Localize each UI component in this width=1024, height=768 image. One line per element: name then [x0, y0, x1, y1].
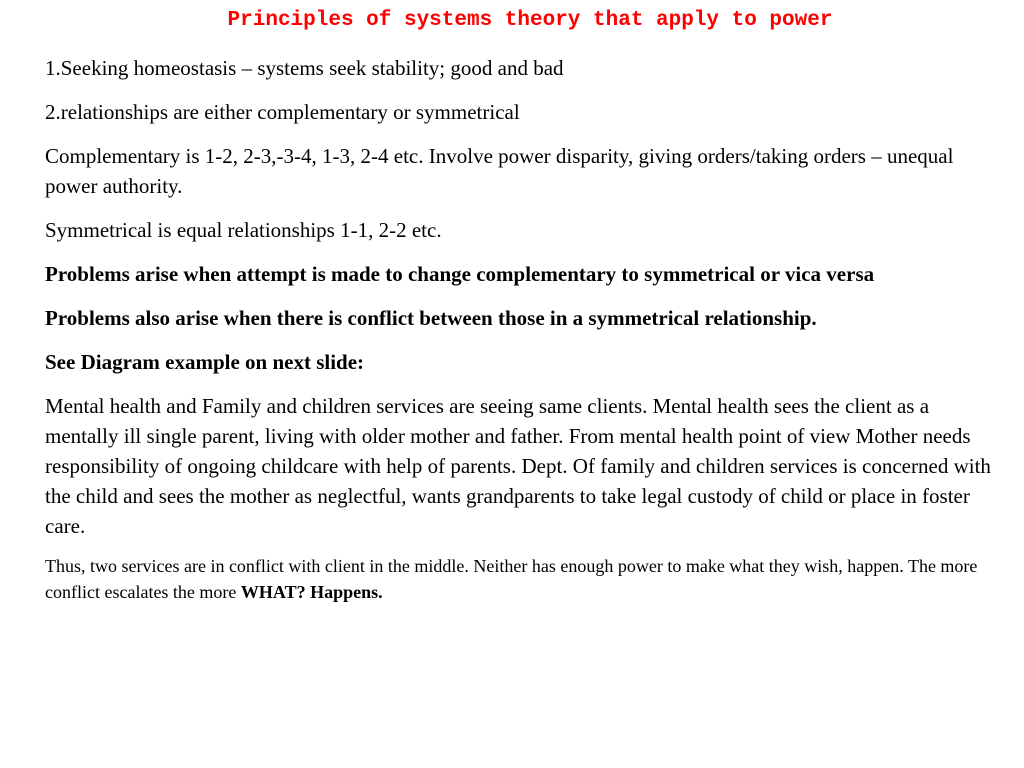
- problem-change-statement: Problems arise when attempt is made to change complementary to symmetrical or vica versa: [45, 262, 875, 286]
- closing-text: Thus, two services are in conflict with client in the middle. Neither has enough power to make what they wish, happen. The more conflict escalates the more: [45, 556, 978, 602]
- symmetrical-definition: Symmetrical is equal relationships 1-1, 2-2 etc.: [45, 218, 442, 242]
- slide-body: [45, 53, 1007, 619]
- diagram-reference: See Diagram example on next slide:: [45, 350, 365, 374]
- closing-emphasis: WHAT? Happens.: [240, 582, 383, 602]
- closing-paragraph: [45, 553, 1007, 605]
- principle-relationships: 2.relationships are either complementary or symmetrical: [45, 100, 520, 124]
- complementary-definition: Complementary is 1-2, 2-3,-3-4, 1-3, 2-4 etc. Involve power disparity, giving orders/taking orders – unequal power authority.: [45, 144, 954, 198]
- principle-homeostasis: 1.Seeking homeostasis – systems seek stability; good and bad: [45, 56, 564, 80]
- problem-conflict-statement: Problems also arise when there is conflict between those in a symmetrical relationship.: [45, 306, 817, 330]
- slide-title: Principles of systems theory that apply to power: [227, 9, 833, 32]
- case-example: Mental health and Family and children services are seeing same clients. Mental health sees the client as a mentally ill single parent, living with older mother and father. From mental health point of view Mother needs responsibility of ongoing childcare with help of parents. Dept. Of family and children services is concerned with the child and sees the mother as neglectful, wants grandparents to take legal custody of child or place in foster care.: [45, 394, 991, 538]
